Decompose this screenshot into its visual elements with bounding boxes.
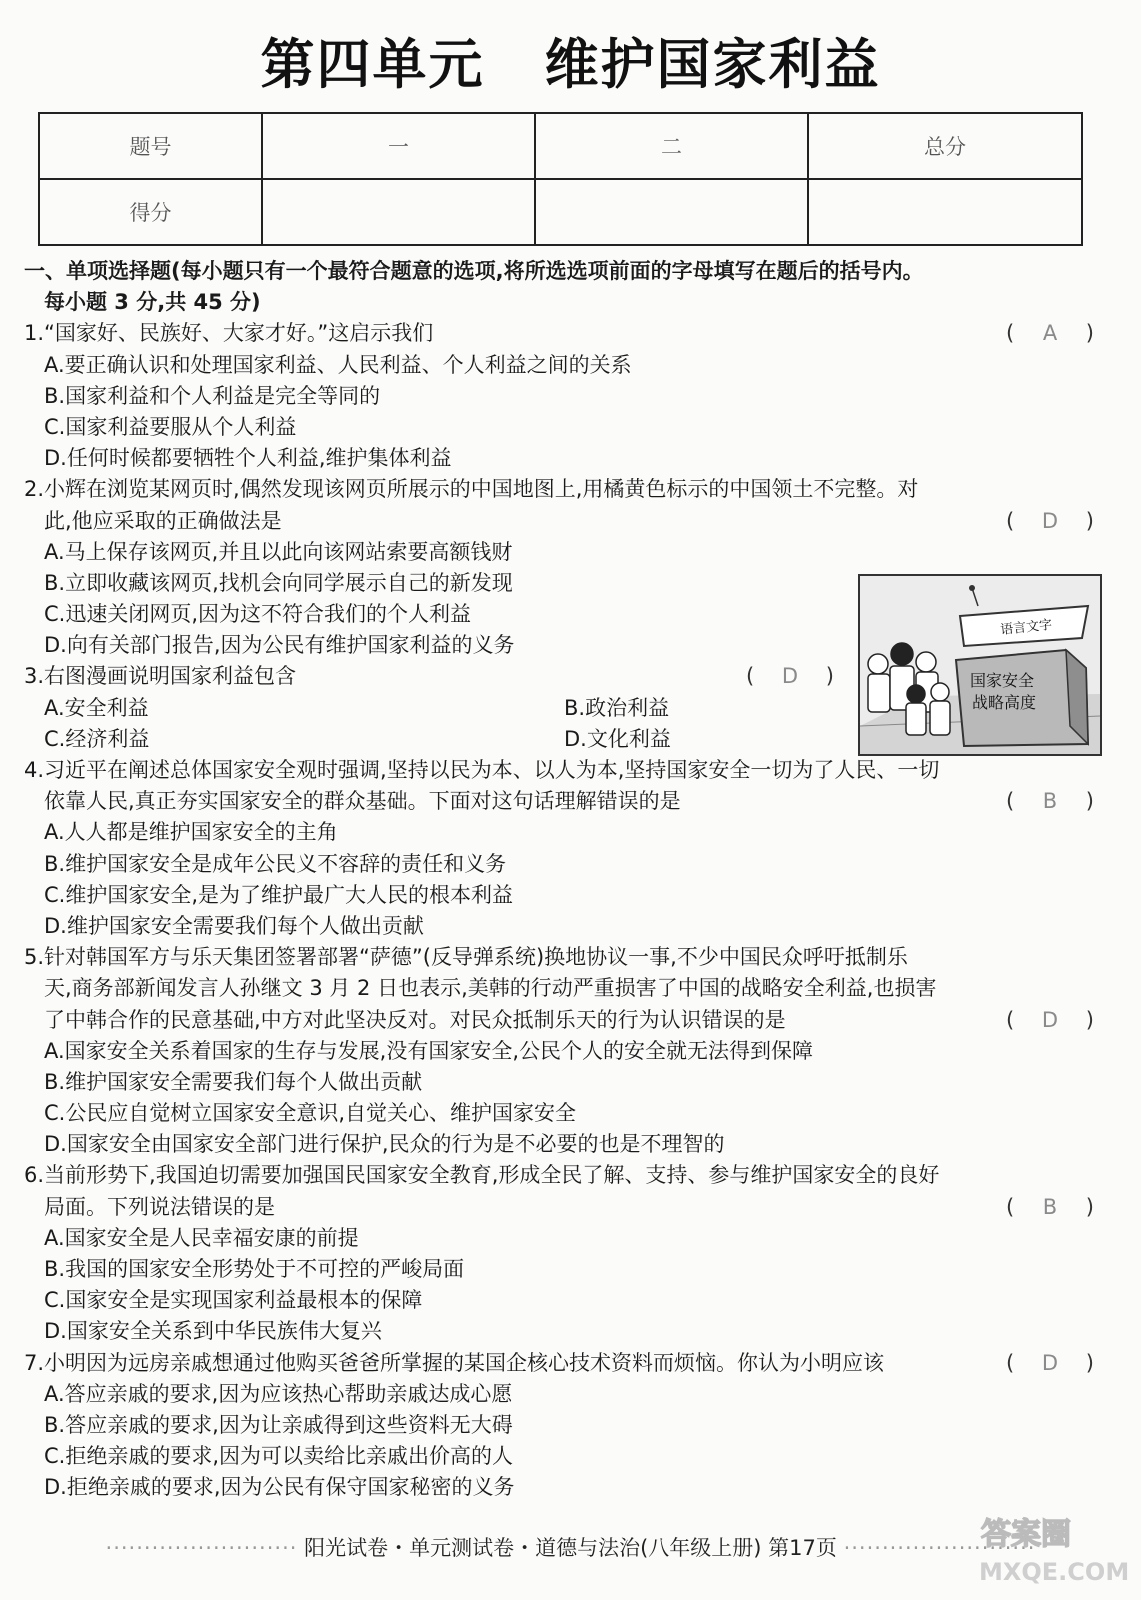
score-cell: 一 — [262, 113, 535, 179]
score-table — [38, 112, 1083, 246]
score-cell: 总分 — [808, 113, 1082, 179]
option-d: D.维护国家安全需要我们每个人做出贡献 — [44, 913, 424, 938]
option-a: A.人人都是维护国家安全的主角 — [44, 820, 338, 845]
score-cell: 得分 — [39, 179, 262, 245]
answer-bracket[interactable]: ( A ) — [1006, 318, 1094, 349]
question-stem: 4.习近平在阐述总体国家安全观时强调,坚持以民为本、以人为本,坚持国家安全一切为了人民、一切 — [24, 758, 940, 782]
option-c: C.维护国家安全,是为了维护最广大人民的根本利益 — [44, 882, 514, 907]
score-table-header-row — [39, 113, 1082, 179]
answer-bracket[interactable]: ( D ) — [1006, 1348, 1094, 1379]
question-stem: 局面。下列说法错误的是 ( B ) — [24, 1192, 1104, 1223]
score-input-cell[interactable] — [535, 179, 808, 245]
comic-block-text: 国家安全 — [970, 671, 1035, 690]
score-input-cell[interactable] — [808, 179, 1082, 245]
score-table-score-row — [39, 179, 1082, 245]
comic-sign-text: 语言文字 — [999, 617, 1053, 639]
answer-bracket[interactable]: ( D ) — [1006, 506, 1094, 537]
option-a: A.要正确认识和处理国家利益、人民利益、个人利益之间的关系 — [44, 352, 632, 377]
watermark-logo — [973, 1500, 1130, 1590]
option-d: D.拒绝亲戚的要求,因为公民有保守国家秘密的义务 — [44, 1475, 515, 1500]
option-b: B.政治利益 — [564, 695, 670, 720]
question-stem: 3.右图漫画说明国家利益包含 ( D ) — [24, 661, 1104, 692]
option-a: A.国家安全是人民幸福安康的前提 — [44, 1225, 359, 1250]
answer-letter: D — [1041, 1007, 1059, 1032]
option-c: C.公民应自觉树立国家安全意识,自觉关心、维护国家安全 — [44, 1101, 577, 1126]
svg-text:答案圈: 答案圈 — [981, 1517, 1071, 1552]
question-stem: 此,他应采取的正确做法是 ( D ) — [24, 506, 1104, 537]
option-d: D.任何时候都要牺牲个人利益,维护集体利益 — [44, 446, 452, 471]
section-heading: 一、单项选择题(每小题只有一个最符合题意的选项,将所选选项前面的字母填写在题后的括号内。 — [24, 259, 924, 283]
option-c: C.迅速关闭网页,因为这不符合我们的个人利益 — [44, 602, 472, 627]
option-d: D.国家安全由国家安全部门进行保护,民众的行为是不必要的也是不理智的 — [44, 1132, 725, 1157]
option-d: D.国家安全关系到中华民族伟大复兴 — [44, 1319, 382, 1344]
answer-letter: D — [1041, 508, 1059, 533]
svg-text:MXQE.COM: MXQE.COM — [979, 1558, 1130, 1586]
score-input-cell[interactable] — [262, 179, 535, 245]
option-c: C.拒绝亲戚的要求,因为可以卖给比亲戚出价高的人 — [44, 1444, 514, 1469]
option-a: A.安全利益 — [44, 695, 149, 720]
question-section — [24, 256, 1104, 1504]
answer-letter: D — [1041, 1350, 1059, 1375]
question-stem: 了中韩合作的民意基础,中方对此坚决反对。对民众抵制乐天的行为认识错误的是 ( D ) — [24, 1005, 1104, 1036]
section-heading: 每小题 3 分,共 45 分) — [44, 290, 261, 315]
option-a: A.答应亲戚的要求,因为应该热心帮助亲戚达成心愿 — [44, 1381, 513, 1406]
question-stem: 7.小明因为远房亲戚想通过他购买爸爸所掌握的某国企核心技术资料而烦恼。你认为小明应该 ( D ) — [24, 1348, 1104, 1379]
answer-letter: D — [781, 664, 799, 689]
question-stem: 5.针对韩国军方与乐天集团签署部署“萨德”(反导弹系统)换地协议一事,不少中国民众呼吁抵制乐 — [24, 945, 908, 970]
answer-bracket[interactable]: ( D ) — [746, 661, 834, 692]
comic-drawing — [860, 576, 1100, 754]
question-stem: 6.当前形势下,我国迫切需要加强国民国家安全教育,形成全民了解、支持、参与维护国家安全的良好 — [24, 1163, 940, 1188]
score-cell: 题号 — [39, 113, 262, 179]
option-d: D.文化利益 — [564, 726, 671, 751]
question-stem: 依靠人民,真正夯实国家安全的群众基础。下面对这句话理解错误的是 ( B ) — [24, 786, 1104, 817]
option-b: B.答应亲戚的要求,因为让亲戚得到这些资料无大碍 — [44, 1412, 513, 1437]
answer-letter: A — [1042, 321, 1058, 346]
option-b: B.维护国家安全需要我们每个人做出贡献 — [44, 1069, 423, 1094]
option-b: B.我国的国家安全形势处于不可控的严峻局面 — [44, 1257, 465, 1281]
answer-bracket[interactable]: ( B ) — [1006, 786, 1094, 817]
option-b: B.维护国家安全是成年公民义不容辞的责任和义务 — [44, 851, 507, 876]
option-a: A.国家安全关系着国家的生存与发展,没有国家安全,公民个人的安全就无法得到保障 — [44, 1038, 814, 1063]
question-stem: 2.小辉在浏览某网页时,偶然发现该网页所展示的中国地图上,用橘黄色标示的中国领土不完整。对 — [24, 477, 919, 502]
option-d: D.向有关部门报告,因为公民有维护国家利益的义务 — [44, 633, 515, 658]
score-cell: 二 — [535, 113, 808, 179]
page-title: 第四单元 维护国家利益 — [260, 32, 881, 96]
option-b: B.国家利益和个人利益是完全等同的 — [44, 383, 381, 408]
question-stem: 1.“国家好、民族好、大家才好。”这启示我们 ( A ) — [24, 318, 1104, 349]
answer-letter: B — [1042, 1194, 1058, 1219]
answer-letter: B — [1042, 789, 1058, 814]
option-b: B.立即收藏该网页,找机会向同学展示自己的新发现 — [44, 570, 513, 595]
comic-illustration — [858, 574, 1102, 756]
answer-bracket[interactable]: ( D ) — [1006, 1005, 1094, 1036]
option-a: A.马上保存该网页,并且以此向该网站索要高额钱财 — [44, 539, 513, 564]
page-footer: ························· 阳光试卷・单元测试卷・道德与法治(八年级上册) 第17页 ························· — [105, 1536, 1036, 1560]
option-c: C.国家安全是实现国家利益最根本的保障 — [44, 1288, 423, 1313]
question-stem: 天,商务部新闻发言人孙继文 3 月 2 日也表示,美韩的行动严重损害了中国的战略安全利益,也损害 — [44, 976, 937, 1001]
option-c: C.经济利益 — [44, 726, 150, 751]
option-c: C.国家利益要服从个人利益 — [44, 414, 297, 439]
comic-block-text: 战略高度 — [972, 693, 1037, 712]
answer-bracket[interactable]: ( B ) — [1006, 1192, 1094, 1223]
